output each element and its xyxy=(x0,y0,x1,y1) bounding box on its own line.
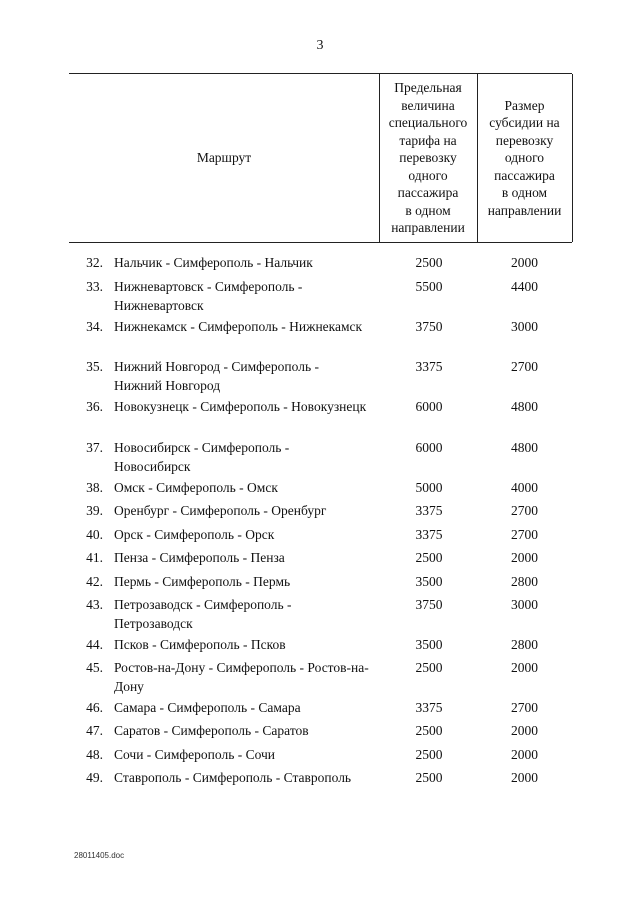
header-tariff-cell xyxy=(379,74,477,242)
table-row xyxy=(69,525,572,544)
subsidy-value: 4400 xyxy=(511,279,538,294)
subsidy-value: 2000 xyxy=(511,550,538,565)
tariff-value: 5500 xyxy=(415,279,443,294)
tariff-value: 6000 xyxy=(415,440,443,455)
subsidy-value: 3000 xyxy=(511,597,538,612)
row-number: 35. xyxy=(86,359,103,374)
subsidy-value: 3000 xyxy=(511,319,538,334)
table-row xyxy=(69,438,572,476)
route-name: Орск - Симферополь - Орск xyxy=(114,527,275,542)
tariff-value: 2500 xyxy=(415,255,443,270)
table-row xyxy=(69,572,572,591)
row-number: 38. xyxy=(86,480,103,495)
tariff-value: 2500 xyxy=(415,747,443,762)
subsidy-value: 2700 xyxy=(511,527,538,542)
route-name: Ростов-на-Дону - Симферополь - Ростов-на-Дону xyxy=(114,660,369,694)
route-name: Оренбург - Симферополь - Оренбург xyxy=(114,503,327,518)
subsidy-value: 2800 xyxy=(511,574,538,589)
tariff-value: 2500 xyxy=(415,660,443,675)
route-name: Нижневартовск - Симферополь - Нижневартовск xyxy=(114,279,303,313)
row-number: 46. xyxy=(86,700,103,715)
table-row xyxy=(69,548,572,567)
table-row xyxy=(69,768,572,787)
subsidy-value: 4800 xyxy=(511,440,538,455)
subsidy-table xyxy=(69,73,572,785)
tariff-value: 2500 xyxy=(415,550,443,565)
route-name: Ставрополь - Симферополь - Ставрополь xyxy=(114,770,352,785)
row-number: 44. xyxy=(86,637,103,652)
route-name: Самара - Симферополь - Самара xyxy=(114,700,301,715)
route-name: Новосибирск - Симферополь - Новосибирск xyxy=(114,440,290,474)
row-number: 49. xyxy=(86,770,103,785)
row-number: 45. xyxy=(86,660,103,675)
header-divider xyxy=(572,74,573,242)
row-number: 48. xyxy=(86,747,103,762)
header-subsidy-cell xyxy=(477,74,572,242)
table-row xyxy=(69,721,572,740)
header-max-tariff: Предельная величина специального тарифа на перевозку одного пассажира в одном направлении xyxy=(388,80,468,236)
tariff-value: 3750 xyxy=(415,597,443,612)
header-subsidy: Размер субсидии на перевозку одного пассажира в одном направлении xyxy=(487,97,562,218)
subsidy-value: 2000 xyxy=(511,723,538,738)
table-row xyxy=(69,698,572,717)
tariff-value: 3375 xyxy=(415,700,443,715)
route-name: Петрозаводск - Симферополь - Петрозаводск xyxy=(114,597,292,631)
route-name: Нижнекамск - Симферополь - Нижнекамск xyxy=(114,319,363,334)
row-number: 42. xyxy=(86,574,103,589)
route-name: Нальчик - Симферополь - Нальчик xyxy=(114,255,313,270)
table-row xyxy=(69,317,572,336)
row-number: 32. xyxy=(86,255,103,270)
subsidy-value: 4000 xyxy=(511,480,538,495)
subsidy-value: 2800 xyxy=(511,637,538,652)
tariff-value: 3375 xyxy=(415,359,443,374)
header-route: Маршрут xyxy=(196,150,252,166)
subsidy-value: 2700 xyxy=(511,359,538,374)
route-name: Саратов - Симферополь - Саратов xyxy=(114,723,309,738)
subsidy-value: 2000 xyxy=(511,660,538,675)
route-name: Пермь - Симферополь - Пермь xyxy=(114,574,291,589)
row-number: 37. xyxy=(86,440,103,455)
subsidy-value: 2700 xyxy=(511,700,538,715)
row-number: 34. xyxy=(86,319,103,334)
row-number: 41. xyxy=(86,550,103,565)
row-number: 40. xyxy=(86,527,103,542)
row-number: 33. xyxy=(86,279,103,294)
row-number: 36. xyxy=(86,399,103,414)
subsidy-value: 2000 xyxy=(511,770,538,785)
route-name: Нижний Новгород - Симферополь - Нижний Новгород xyxy=(114,359,319,393)
table-row xyxy=(69,745,572,764)
page-number: 3 xyxy=(316,38,324,53)
tariff-value: 3500 xyxy=(415,637,443,652)
route-name: Псков - Симферополь - Псков xyxy=(114,637,286,652)
tariff-value: 6000 xyxy=(415,399,443,414)
subsidy-value: 2700 xyxy=(511,503,538,518)
tariff-value: 3375 xyxy=(415,503,443,518)
tariff-value: 3375 xyxy=(415,527,443,542)
row-number: 39. xyxy=(86,503,103,518)
subsidy-value: 2000 xyxy=(511,747,538,762)
subsidy-value: 2000 xyxy=(511,255,538,270)
tariff-value: 3750 xyxy=(415,319,443,334)
footer-filename: 28011405.doc xyxy=(74,851,125,860)
tariff-value: 5000 xyxy=(415,480,443,495)
route-name: Сочи - Симферополь - Сочи xyxy=(114,747,276,762)
tariff-value: 2500 xyxy=(415,723,443,738)
route-name: Омск - Симферополь - Омск xyxy=(114,480,278,495)
header-route-cell xyxy=(69,74,379,242)
table-row xyxy=(69,595,572,633)
row-number: 47. xyxy=(86,723,103,738)
table-row xyxy=(69,253,572,272)
table-row xyxy=(69,501,572,520)
route-name: Новокузнецк - Симферополь - Новокузнецк xyxy=(114,399,367,414)
tariff-value: 3500 xyxy=(415,574,443,589)
table-row xyxy=(69,635,572,654)
table-row xyxy=(69,277,572,315)
route-name: Пенза - Симферополь - Пенза xyxy=(114,550,285,565)
tariff-value: 2500 xyxy=(415,770,443,785)
table-row xyxy=(69,397,572,416)
row-number: 43. xyxy=(86,597,103,612)
table-row xyxy=(69,658,572,696)
table-header xyxy=(69,73,572,243)
table-row xyxy=(69,357,572,395)
table-row xyxy=(69,478,572,497)
subsidy-value: 4800 xyxy=(511,399,538,414)
